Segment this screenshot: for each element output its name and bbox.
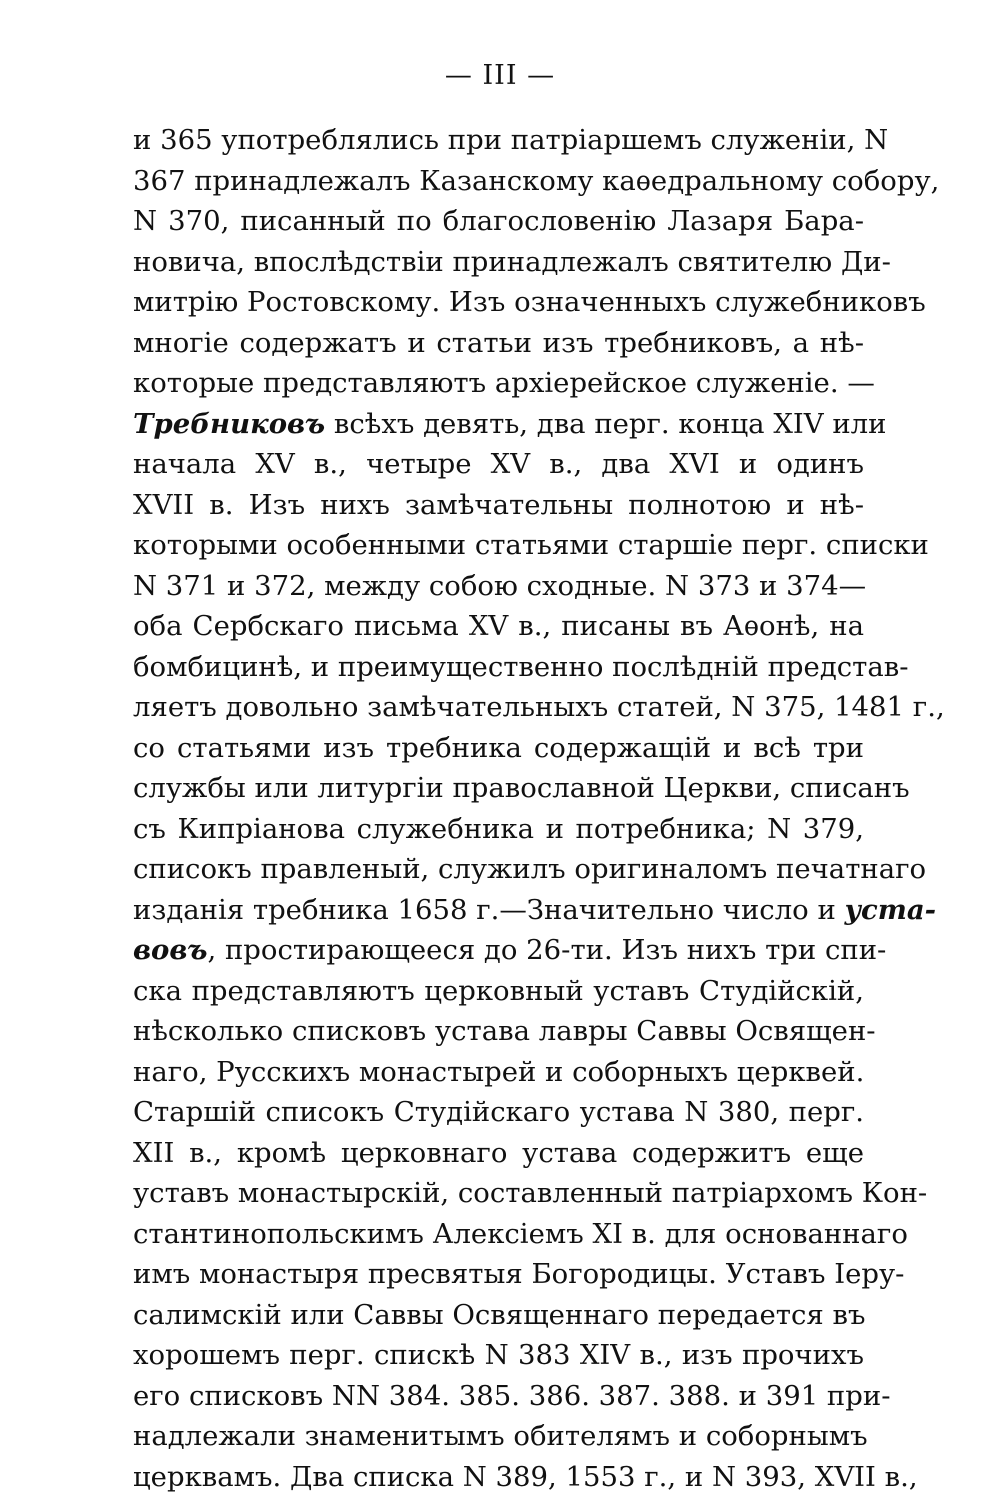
text-line <box>133 566 864 607</box>
text-line <box>133 1133 864 1174</box>
line-text: бомбицинѣ, и преимущественно послѣдній представ- <box>133 651 909 683</box>
text-line <box>133 363 864 404</box>
line-text: XII в., кромѣ церковнаго устава содержитъ еще <box>133 1137 864 1169</box>
line-text: хорошемъ перг. спискѣ N 383 XIV в., изъ прочихъ <box>133 1339 864 1371</box>
line-text: ска представляютъ церковный уставъ Студійскій, <box>133 975 864 1007</box>
line-text: XVII в. Изъ нихъ замѣчательны полнотою и нѣ- <box>133 489 864 521</box>
italic-term: вовъ <box>133 934 207 966</box>
line-text: изданія требника 1658 г.—Значительно число и <box>133 894 845 926</box>
text-line <box>133 930 864 971</box>
text-line <box>133 728 864 769</box>
line-text: многіе содержатъ и статьи изъ требниковъ, а нѣ- <box>133 327 864 359</box>
page-number-header: — III — <box>0 56 1000 96</box>
text-line <box>133 1011 864 1052</box>
line-text: N 370, писанный по благословенію Лазаря Бара- <box>133 205 864 237</box>
text-line <box>133 1173 864 1214</box>
text-line <box>133 687 864 728</box>
text-line <box>133 1214 864 1255</box>
line-text: со статьями изъ требника содержащій и всѣ три <box>133 732 864 764</box>
text-line <box>133 444 864 485</box>
line-text: надлежали знаменитымъ обителямъ и соборнымъ <box>133 1420 868 1452</box>
line-text: Старшій списокъ Студійскаго устава N 380, перг. <box>133 1096 864 1128</box>
line-text: оба Сербскаго письма XV в., писаны въ Аѳонѣ, на <box>133 610 864 642</box>
text-line <box>133 809 864 850</box>
line-text: церквамъ. Два списка N 389, 1553 г., и N 393, XVII в., <box>133 1461 918 1493</box>
text-line <box>133 849 864 890</box>
line-text: салимскій или Саввы Освященнаго передается въ <box>133 1299 865 1331</box>
line-text: нѣсколько списковъ устава лавры Саввы Освящен- <box>133 1015 876 1047</box>
line-text: и 365 употреблялись при патріаршемъ служеніи, N <box>133 124 888 156</box>
line-text: съ Кипріанова служебника и потребника; N 379, <box>133 813 864 845</box>
text-line <box>133 1295 864 1336</box>
line-text: N 371 и 372, между собою сходные. N 373 и 374— <box>133 570 866 602</box>
line-text: уставъ монастырскій, составленный патріархомъ Кон- <box>133 1177 927 1209</box>
line-text: которыми особенными статьями старшіе перг. списки <box>133 529 929 561</box>
line-text: ляетъ довольно замѣчательныхъ статей, N 375, 1481 г., <box>133 691 945 723</box>
body-text <box>133 120 864 1497</box>
text-line <box>133 485 864 526</box>
line-text: новича, впослѣдствіи принадлежалъ святителю Ди- <box>133 246 891 278</box>
text-line <box>133 201 864 242</box>
line-text: имъ монастыря пресвятыя Богородицы. Уставъ Іеру- <box>133 1258 904 1290</box>
text-line <box>133 161 864 202</box>
italic-term: уста- <box>845 894 937 926</box>
text-line <box>133 971 864 1012</box>
line-text: списокъ правленый, служилъ оригиналомъ печатнаго <box>133 853 926 885</box>
text-line <box>133 1254 864 1295</box>
line-text: , простирающееся до 26-ти. Изъ нихъ три спи- <box>207 934 886 966</box>
line-text: митрію Ростовскому. Изъ означенныхъ служебниковъ <box>133 286 926 318</box>
text-line <box>133 282 864 323</box>
text-line <box>133 120 864 161</box>
text-line <box>133 404 864 445</box>
text-line <box>133 890 864 931</box>
line-text: 367 принадлежалъ Казанскому каѳедральному собору, <box>133 165 939 197</box>
text-line <box>133 647 864 688</box>
line-text: наго, Русскихъ монастырей и соборныхъ церквей. <box>133 1056 864 1088</box>
text-line <box>133 606 864 647</box>
text-line <box>133 768 864 809</box>
line-text: начала XV в., четыре XV в., два XVI и одинъ <box>133 448 864 480</box>
text-line <box>133 1416 864 1457</box>
italic-term: Требниковъ <box>133 408 325 440</box>
line-text: которые представляютъ архіерейское служеніе. — <box>133 367 875 399</box>
text-line <box>133 242 864 283</box>
line-text: службы или литургіи православной Церкви, списанъ <box>133 772 910 804</box>
text-line <box>133 1092 864 1133</box>
text-line <box>133 1376 864 1417</box>
text-line <box>133 323 864 364</box>
line-text: стантинопольскимъ Алексіемъ XI в. для основаннаго <box>133 1218 908 1250</box>
text-line <box>133 525 864 566</box>
text-line <box>133 1052 864 1093</box>
line-text: всѣхъ девять, два перг. конца XIV или <box>325 408 886 440</box>
text-line <box>133 1457 864 1497</box>
text-line <box>133 1335 864 1376</box>
line-text: его списковъ NN 384. 385. 386. 387. 388. и 391 при- <box>133 1380 891 1412</box>
